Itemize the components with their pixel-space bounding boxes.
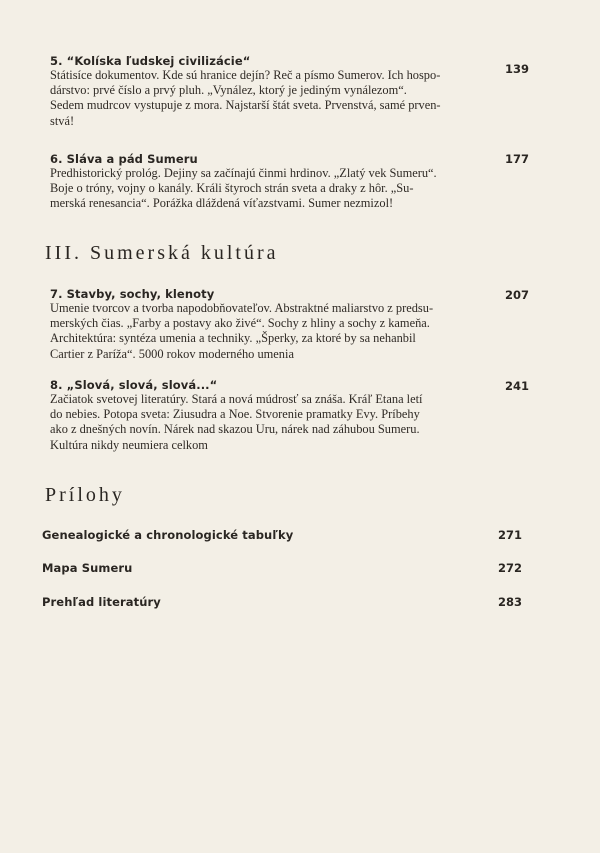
appendix-page-number: 271 <box>498 528 523 542</box>
summary-line: stvá! <box>50 113 75 128</box>
appendix-title: Mapa Sumeru <box>42 561 133 575</box>
entry-page-number: 241 <box>505 379 530 393</box>
summary-line: Boje o tróny, vojny o kanály. Králi štyroch strán sveta a draky z hôr. „Su- <box>50 181 414 196</box>
summary-line: Kultúra nikdy neumiera celkom <box>50 437 208 452</box>
summary-line: dárstvo: prvé číslo a prvý pluh. „Vynález, ktorý je jediným vynálezom“. <box>50 83 407 98</box>
appendix-title: Prehľad literatúry <box>42 595 161 609</box>
entry-summary <box>50 166 480 212</box>
entry-summary <box>50 68 480 129</box>
entry-page-number: 177 <box>505 152 530 166</box>
summary-line: Predhistorický prológ. Dejiny sa začínajú činmi hrdinov. „Zlatý vek Sumeru“. <box>50 166 437 180</box>
summary-line: Začiatok svetovej literatúry. Stará a nová múdrosť sa znáša. Kráľ Etana letí <box>50 392 423 406</box>
appendix-title: Genealogické a chronologické tabuľky <box>42 528 294 542</box>
entry-page-number: 139 <box>505 62 530 76</box>
entry-title: 6. Sláva a pád Sumeru <box>50 152 198 166</box>
entry-header <box>50 283 530 301</box>
toc-entry-7 <box>50 283 530 362</box>
summary-line: merských čias. „Farby a postavy ako živé“. Sochy z hliny a sochy z kameňa. <box>50 316 430 331</box>
entry-page-number: 207 <box>505 288 530 302</box>
summary-line: do nebies. Potopa sveta: Ziusudra a Noe. Stvorenie pramatky Evy. Príbehy <box>50 407 420 422</box>
summary-line: ako z dnešných novín. Nárek nad skazou Uru, nárek nad záhubou Sumeru. <box>50 422 420 437</box>
appendix-page-number: 283 <box>498 595 523 609</box>
entry-header <box>50 374 530 392</box>
appendix-heading: Prílohy <box>45 484 125 506</box>
toc-entry-6 <box>50 148 530 212</box>
summary-line: merská renesancia“. Porážka dláždená víťazstvami. Sumer nezmizol! <box>50 196 394 211</box>
entry-title: 5. “Kolíska ľudskej civilizácie“ <box>50 54 251 68</box>
summary-line: Architektúra: syntéza umenia a techniky. „Šperky, za ktoré by sa nehanbil <box>50 331 416 346</box>
entry-title: 8. „Slová, slová, slová...“ <box>50 378 218 392</box>
entry-title: 7. Stavby, sochy, klenoty <box>50 287 215 301</box>
summary-line: Státisíce dokumentov. Kde sú hranice dejín? Reč a písmo Sumerov. Ich hospo- <box>50 68 441 82</box>
appendix-page-number: 272 <box>498 561 523 575</box>
summary-line: Sedem mudrcov vystupuje z mora. Najstarší štát sveta. Prvenstvá, samé prven- <box>50 98 441 113</box>
section-heading: III. Sumerská kultúra <box>45 242 279 264</box>
appendix-item <box>42 524 522 542</box>
toc-entry-5 <box>50 50 530 129</box>
summary-line: Cartier z Paríža“. 5000 rokov moderného umenia <box>50 346 294 361</box>
toc-entry-8 <box>50 374 530 453</box>
summary-line: Umenie tvorcov a tvorba napodobňovateľov. Abstraktné maliarstvo z predsu- <box>50 301 434 315</box>
entry-summary <box>50 301 480 362</box>
entry-summary <box>50 392 480 453</box>
entry-header <box>50 148 530 166</box>
appendix-item <box>42 557 522 575</box>
appendix-item <box>42 591 522 609</box>
